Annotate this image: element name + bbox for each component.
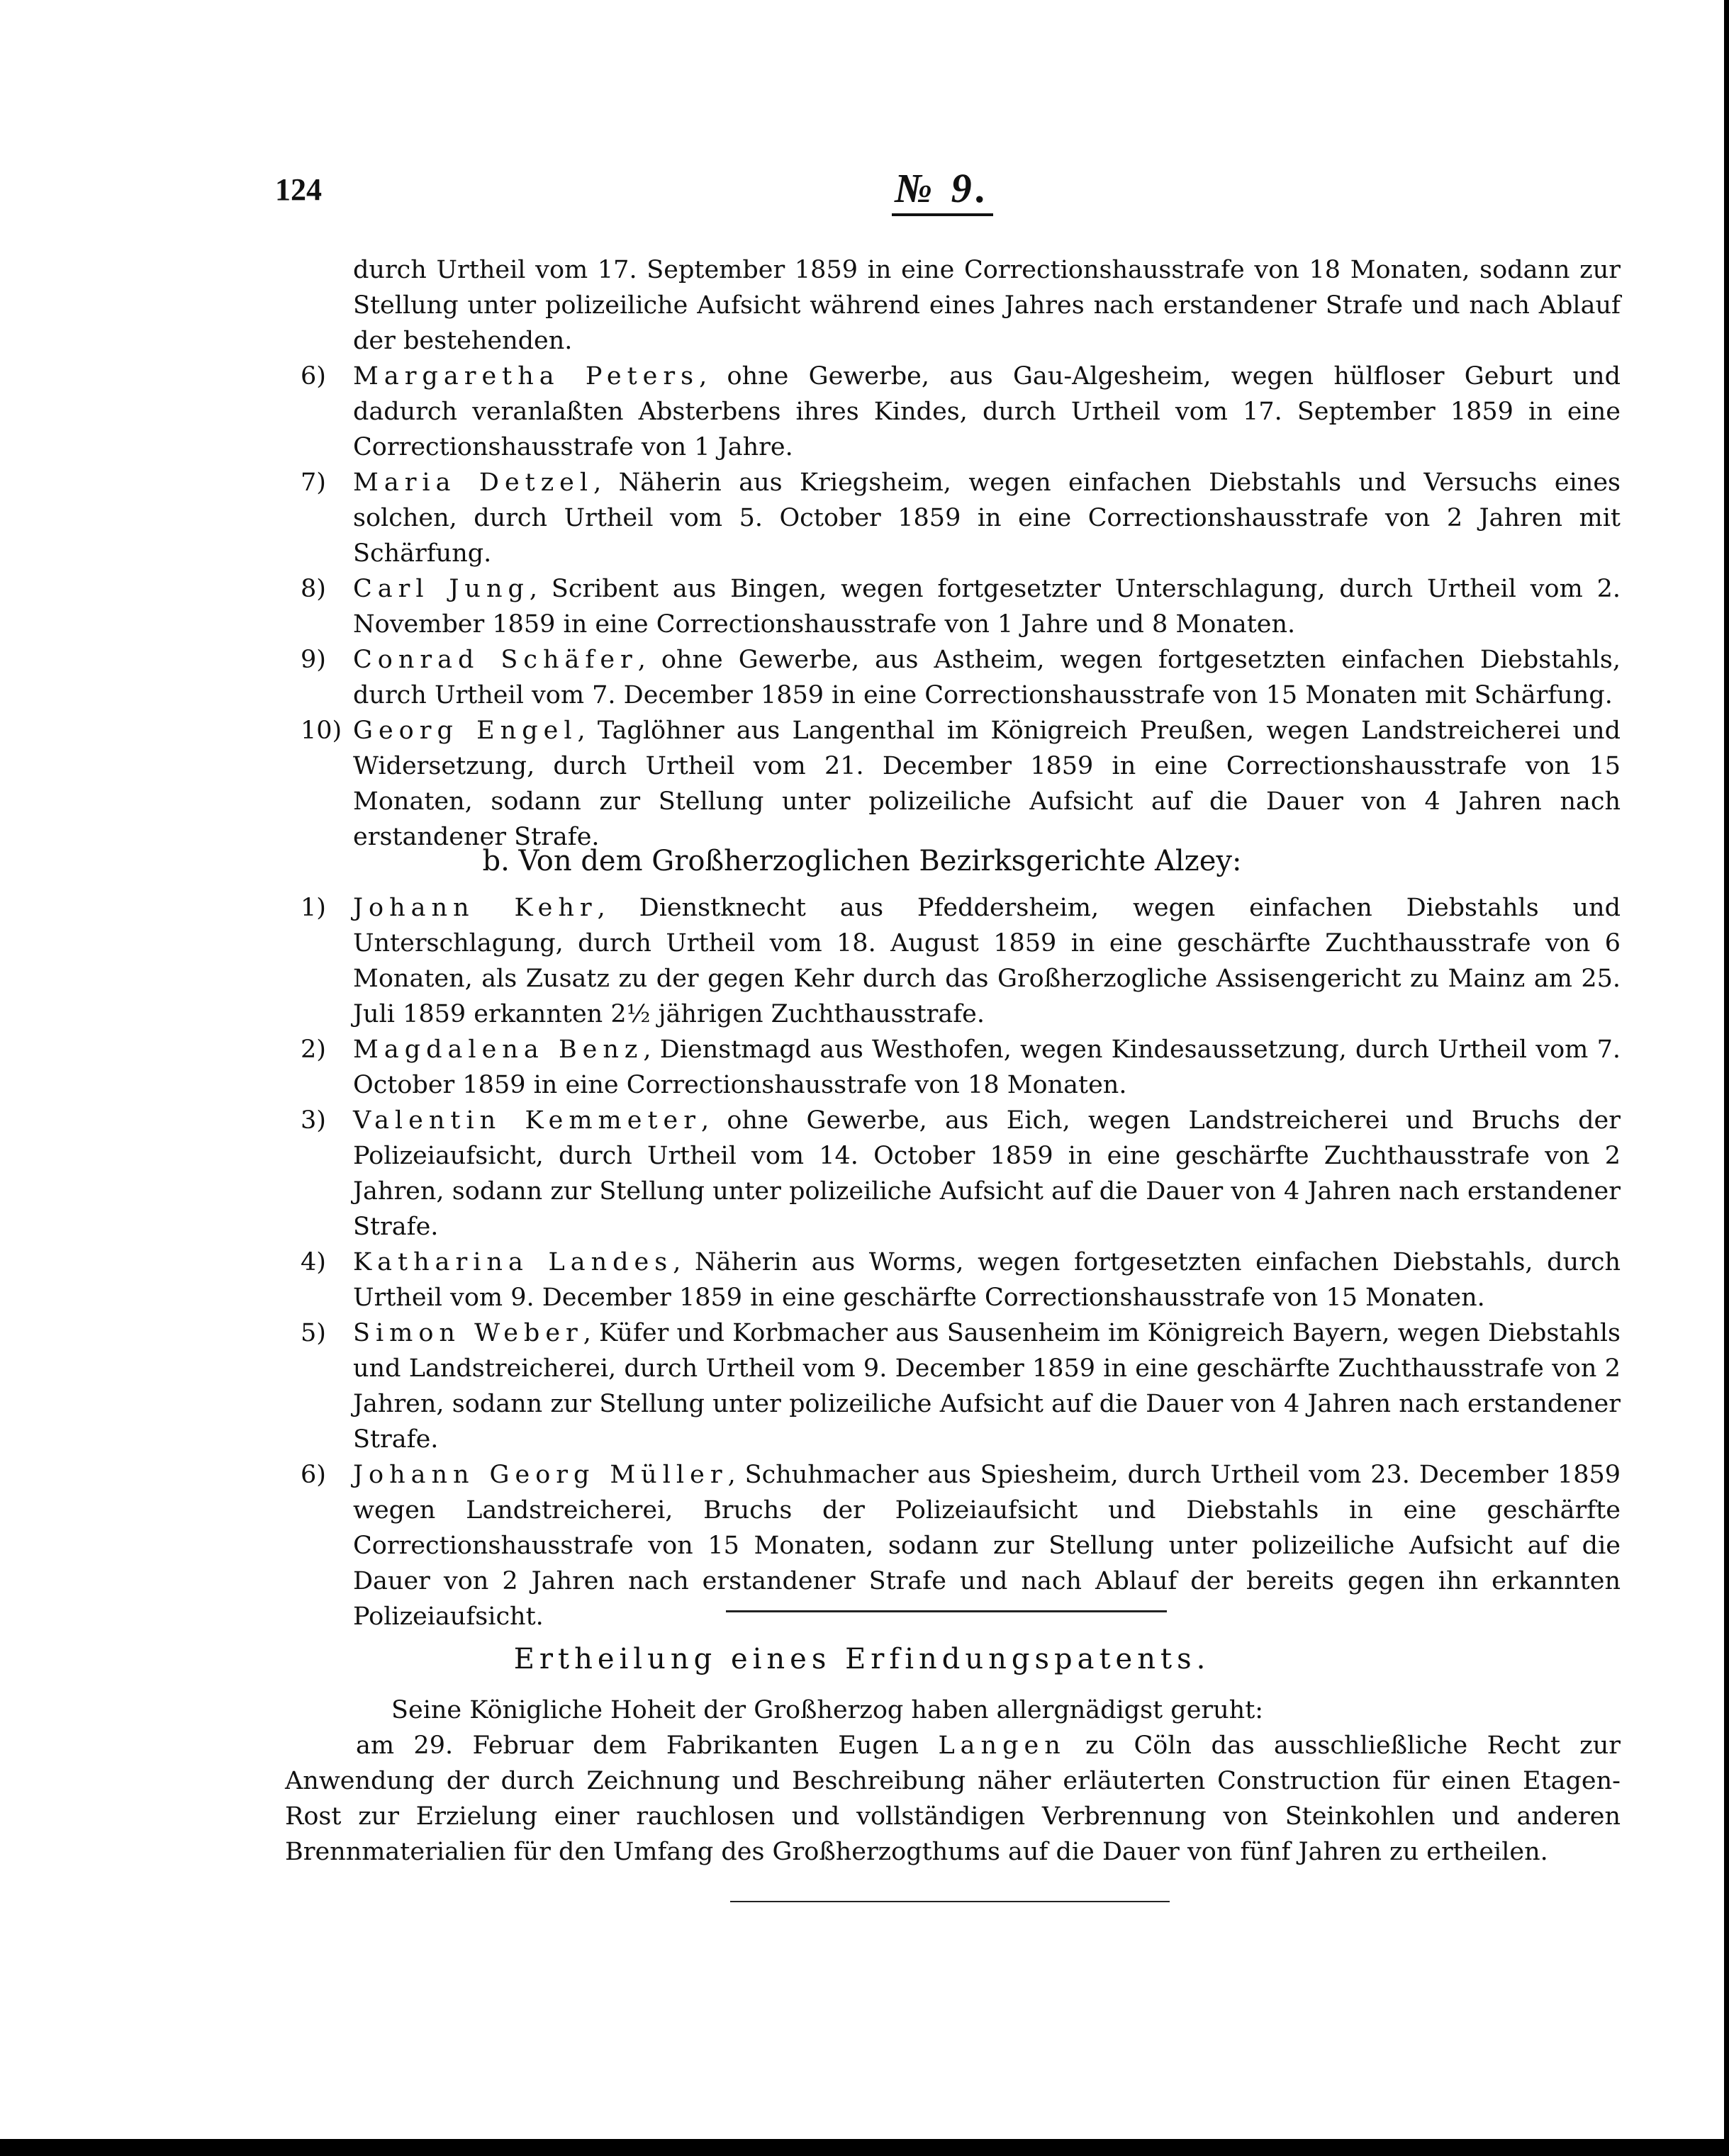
person-name: Magdalena Benz [353,1035,644,1064]
item-number: 9) [301,646,326,674]
inventor-name: Langen [938,1731,1066,1760]
section-a-continued [301,252,1621,855]
section-b-list [301,890,1621,1634]
list-item [301,465,1621,571]
item-text: , Taglöhner aus Langenthal im Königreich Preußen, wegen Landstreicherei und Widersetzung, durch Urtheil vom 21. December 1859 in eine Correctionshausstrafe von 15 Monaten, sodann zur Stellung unter polizeiliche Aufsicht auf die Dauer von 4 Jahren nach erstandener Strafe. [353,717,1621,851]
item-number: 1) [301,894,326,922]
issue-number: № 9. [892,164,993,216]
person-name: Margaretha Peters [353,362,700,391]
item-text: , Dienstmagd aus Westhofen, wegen Kindesaussetzung, durch Urtheil vom 7. October 1859 in eine Correctionshausstrafe von 18 Monaten. [353,1035,1621,1099]
item-number: 8) [301,575,326,603]
person-name: Katharina Landes [353,1248,673,1276]
item-text: , Dienstknecht aus Pfeddersheim, wegen einfachen Diebstahls und Unterschlagung, durch Urtheil vom 18. August 1859 in eine geschärfte Zuchthausstrafe von 6 Monaten, als Zusatz zu der gegen Kehr durch das Großherzogliche Assisengericht zu Mainz am 25. Juli 1859 erkannten 2½ jährigen Zuchthausstrafe. [353,894,1621,1028]
page-header [0,164,1724,221]
person-name: Carl Jung [353,575,530,603]
patent-section-title: Ertheilung eines Erfindungspatents. [513,1643,1211,1675]
list-item [301,1457,1621,1634]
person-name: Conrad Schäfer [353,646,638,674]
patent-intro: Seine Königliche Hoheit der Großherzog haben allergnädigst geruht: [391,1696,1264,1724]
item-number: 2) [301,1035,326,1064]
patent-section-body [285,1692,1621,1870]
person-name: Johann Kehr [353,894,598,922]
list-item [301,1245,1621,1315]
end-divider [730,1901,1170,1902]
item-number: 7) [301,468,326,497]
list-item [301,713,1621,855]
item-text: , ohne Gewerbe, aus Gau-Algesheim, wegen hülfloser Geburt und dadurch veranlaßten Absterbens ihres Kindes, durch Urtheil vom 17. September 1859 in eine Correctionshausstrafe von 1 Jahre. [353,362,1621,461]
patent-text-end: zu Cöln das ausschließliche Recht zur Anwendung der durch Zeichnung und Beschreibung näher erläuterten Construction für einen Etagen-Rost zur Erzielung einer rauchlosen und vollständigen Verbrennung von Steinkohlen und anderen Brennmaterialien für den Umfang des Großherzogthums auf die Dauer von fünf Jahren zu ertheilen. [285,1731,1621,1866]
patent-text [285,1728,1621,1870]
list-item [301,571,1621,642]
list-item [301,1032,1621,1103]
item-number: 4) [301,1248,326,1276]
list-item [301,890,1621,1032]
item-text: , Schuhmacher aus Spiesheim, durch Urtheil vom 23. December 1859 wegen Landstreicherei, Bruchs der Polizeiaufsicht und Diebstahls in eine geschärfte Correctionshausstrafe von 15 Monaten, sodann zur Stellung unter polizeiliche Aufsicht auf die Dauer von 2 Jahren nach erstandener Strafe und nach Ablauf der bereits gegen ihn erkannten Polizeiaufsicht. [353,1461,1621,1631]
item-text: , Scribent aus Bingen, wegen fortgesetzter Unterschlagung, durch Urtheil vom 2. November 1859 in eine Correctionshausstrafe von 1 Jahre und 8 Monaten. [353,575,1621,639]
item-text: , Küfer und Korbmacher aus Sausenheim im Königreich Bayern, wegen Diebstahls und Landstreicherei, durch Urtheil vom 9. December 1859 in eine geschärfte Zuchthausstrafe von 2 Jahren, sodann zur Stellung unter polizeiliche Aufsicht auf die Dauer von 4 Jahren nach erstandener Strafe. [353,1319,1621,1454]
continued-paragraph: durch Urtheil vom 17. September 1859 in eine Correctionshausstrafe von 18 Monaten, sodann zur Stellung unter polizeiliche Aufsicht während eines Jahres nach erstandener Strafe und nach Ablauf der bestehenden. [353,256,1621,355]
item-text: , Näherin aus Kriegsheim, wegen einfachen Diebstahls und Versuchs eines solchen, durch Urtheil vom 5. October 1859 in eine Correctionshausstrafe von 2 Jahren mit Schärfung. [353,468,1621,568]
item-number: 6) [301,362,326,391]
person-name: Johann Georg Müller [353,1461,728,1489]
item-text: , ohne Gewerbe, aus Eich, wegen Landstreicherei und Bruchs der Polizeiaufsicht, durch Urtheil vom 14. October 1859 in eine geschärfte Zuchthausstrafe von 2 Jahren, sodann zur Stellung unter polizeiliche Aufsicht auf die Dauer von 4 Jahren nach erstandener Strafe. [353,1106,1621,1241]
item-number: 3) [301,1106,326,1135]
person-name: Valentin Kemmeter [353,1106,701,1135]
item-number: 5) [301,1319,326,1347]
page-number: 124 [275,172,322,207]
person-name: Georg Engel [353,717,578,745]
item-number: 10) [301,717,342,745]
person-name: Maria Detzel [353,468,594,497]
list-item [301,642,1621,713]
section-b-heading: b. Von dem Großherzoglichen Bezirksgerichte Alzey: [482,845,1242,877]
item-text: , ohne Gewerbe, aus Astheim, wegen fortgesetzten einfachen Diebstahls, durch Urtheil vom 7. December 1859 in eine Correctionshausstrafe von 15 Monaten mit Schärfung. [353,646,1621,709]
patent-text-start: am 29. Februar dem Fabrikanten Eugen [356,1731,939,1760]
list-item [301,1103,1621,1245]
list-item [301,359,1621,465]
section-divider [726,1610,1167,1612]
person-name: Simon Weber [353,1319,583,1347]
list-item [301,1315,1621,1457]
item-text: , Näherin aus Worms, wegen fortgesetzten einfachen Diebstahls, durch Urtheil vom 9. December 1859 in eine geschärfte Correctionshausstrafe von 15 Monaten. [353,1248,1621,1312]
item-number: 6) [301,1461,326,1489]
